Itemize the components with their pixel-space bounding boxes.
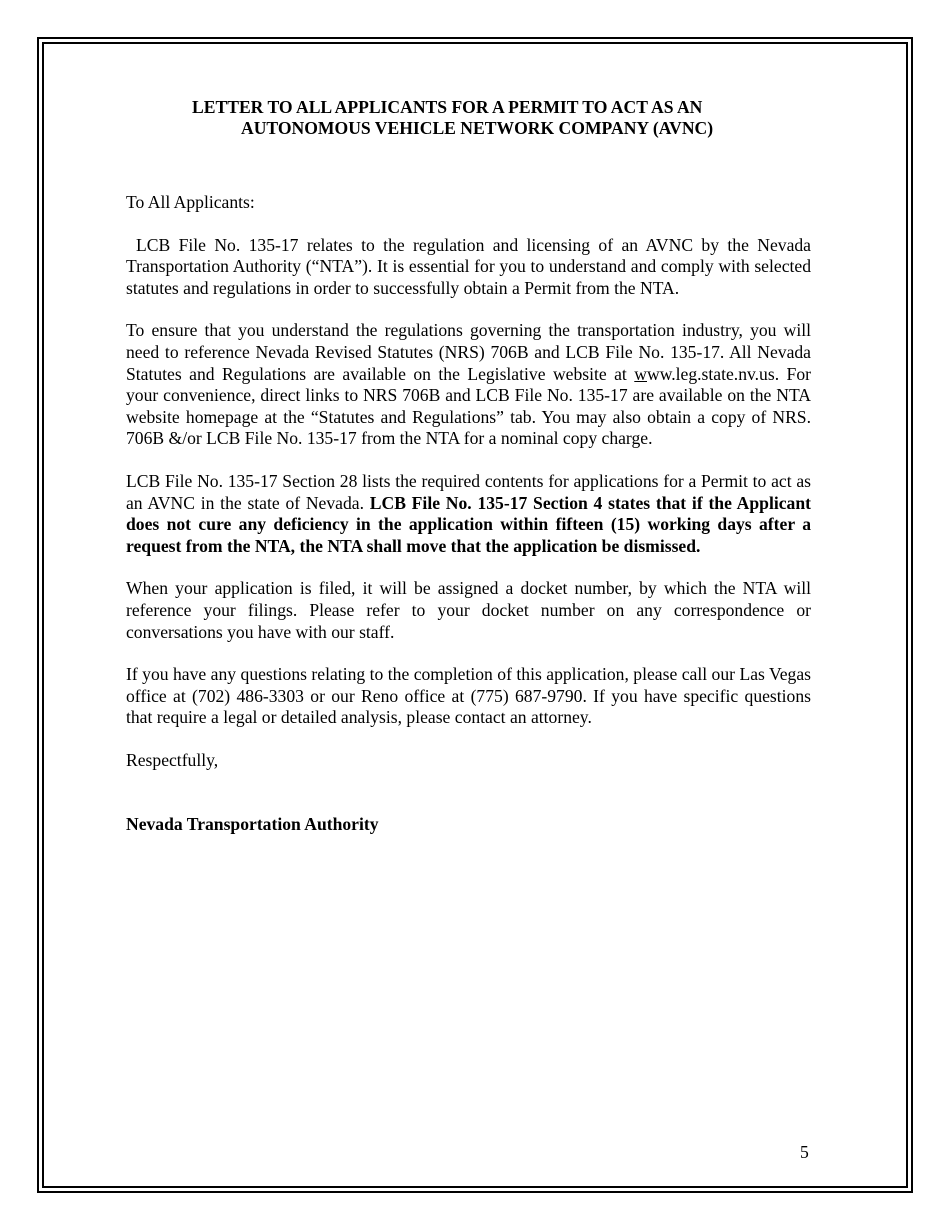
- paragraph-regulations-text-cont: . For your convenience, direct links to NRS 706B and LCB File No. 135-17 are available on the NTA website homepage at the “Statutes and Regulations” tab. You may also obtain a copy of NRS. 706B &/or LCB File No. 135-17 from the NTA for a nominal copy charge.: [126, 363, 811, 449]
- paragraph-application-contents: [126, 471, 811, 557]
- legislative-website-link[interactable]: [634, 364, 774, 384]
- letter-title: [126, 97, 811, 139]
- paragraph-lcb-intro: [126, 235, 811, 300]
- title-line-2: AUTONOMOUS VEHICLE NETWORK COMPANY (AVNC): [241, 118, 714, 138]
- legislative-website-link-first-char: w: [634, 363, 647, 384]
- paragraph-contact-info: If you have any questions relating to the completion of this application, please call our Las Vegas office at (702) 486-3303 or our Reno office at (775) 687-9790. If you have specific questions that require a legal or detailed analysis, please contact an attorney.: [126, 664, 811, 728]
- legislative-website-link-rest: ww.leg.state.nv.us: [647, 363, 775, 384]
- paragraph-regulations: [126, 320, 811, 450]
- paragraph-application-contents-text: LCB File No. 135-17 Section 28 lists the required contents for applications for a Permit to act as an AVNC in the state of Nevada.: [126, 470, 811, 513]
- closing: Respectfully,: [126, 749, 219, 770]
- title-line-1: LETTER TO ALL APPLICANTS FOR A PERMIT TO ACT AS AN: [192, 97, 703, 117]
- paragraph-regulations-text: To ensure that you understand the regulations governing the transportation industry, you will need to reference Nevada Revised Statutes (NRS) 706B and LCB File No. 135-17. All Nevada Statutes and Regulations are available on the Legislative website at: [126, 320, 811, 384]
- signature: Nevada Transportation Authority: [126, 814, 379, 835]
- paragraph-lcb-intro-text: LCB File No. 135-17 relates to the regulation and licensing of an AVNC by the Nevada Transportation Authority (“NTA”). It is essential for you to understand and comply with selected statutes and regulations in order to successfully obtain a Permit from the NTA.: [126, 234, 811, 298]
- deficiency-warning: LCB File No. 135-17 Section 4 states that if the Applicant does not cure any deficiency in the application within fifteen (15) working days after a request from the NTA, the NTA shall move that the application be dismissed.: [126, 492, 811, 556]
- salutation: To All Applicants:: [126, 192, 255, 212]
- page-number: 5: [800, 1142, 809, 1162]
- paragraph-docket-number: When your application is filed, it will be assigned a docket number, by which the NTA will reference your filings. Please refer to your docket number on any correspondence or conversations you have with our staff.: [126, 578, 811, 642]
- letter-body: [126, 97, 811, 836]
